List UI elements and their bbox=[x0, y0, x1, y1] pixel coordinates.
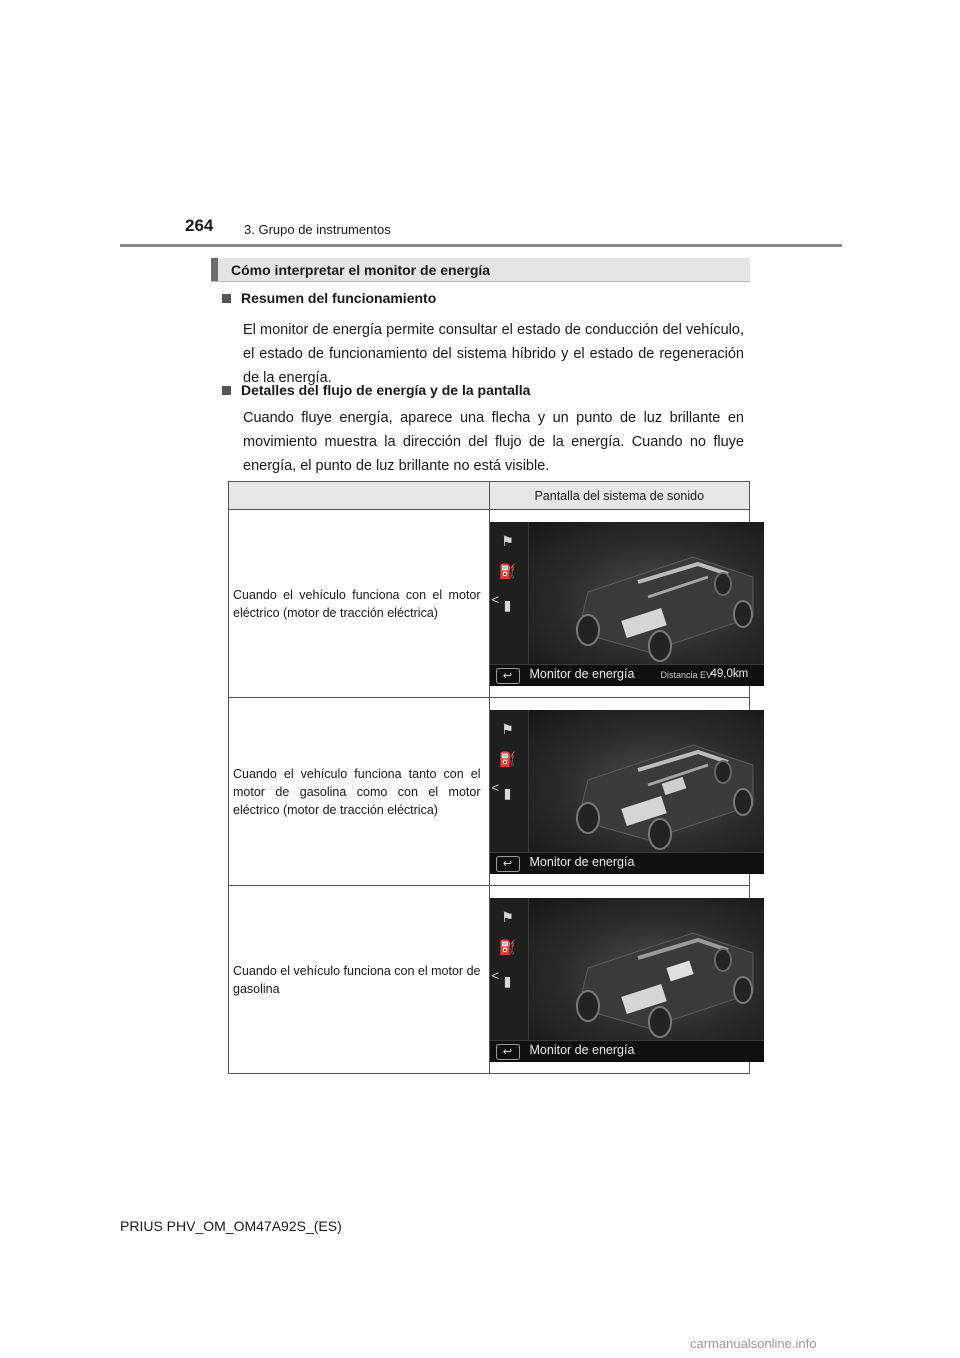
flag-icon[interactable]: ⚑ bbox=[501, 908, 514, 925]
battery-icon[interactable]: ▮ bbox=[503, 596, 512, 613]
screen-side-menu bbox=[490, 898, 529, 1040]
energy-monitor-screen bbox=[490, 710, 764, 874]
car-chassis-illustration bbox=[528, 710, 764, 852]
battery-icon[interactable]: ▮ bbox=[503, 784, 512, 801]
fuel-pump-icon[interactable]: ⛽ bbox=[498, 938, 517, 955]
energy-monitor-screen bbox=[490, 522, 764, 686]
chevron-left-icon[interactable]: < bbox=[491, 779, 500, 795]
energy-monitor-screen bbox=[490, 898, 764, 1062]
section-heading-bar bbox=[211, 258, 750, 282]
document-footer-id: PRIUS PHV_OM_OM47A92S_(ES) bbox=[120, 1218, 342, 1234]
section-accent bbox=[211, 258, 218, 282]
bullet-heading-text: Resumen del funcionamiento bbox=[241, 290, 437, 306]
square-bullet-icon bbox=[222, 386, 231, 395]
table-header-row bbox=[229, 482, 750, 510]
screen-title: Monitor de energía bbox=[529, 1042, 635, 1057]
square-bullet-icon bbox=[222, 294, 231, 303]
watermark: carmanualsonline.info bbox=[690, 1336, 817, 1351]
screen-side-menu bbox=[490, 710, 529, 852]
screenshot-cell bbox=[489, 698, 750, 886]
table-header-empty bbox=[229, 482, 490, 510]
back-arrow-icon[interactable]: ↩ bbox=[496, 856, 520, 872]
fuel-pump-icon[interactable]: ⛽ bbox=[498, 750, 517, 767]
battery-icon[interactable]: ▮ bbox=[503, 972, 512, 989]
energy-monitor-table bbox=[228, 481, 750, 1074]
row-description: Cuando el vehículo funciona con el motor eléctrico (motor de tracción eléctrica) bbox=[229, 510, 490, 698]
screen-bottom-bar bbox=[490, 664, 764, 686]
screen-bottom-bar bbox=[490, 852, 764, 874]
back-arrow-icon[interactable]: ↩ bbox=[496, 668, 520, 684]
screen-side-menu bbox=[490, 522, 529, 664]
table-row bbox=[229, 886, 750, 1074]
bullet-heading-summary bbox=[222, 290, 436, 306]
table-header-screen: Pantalla del sistema de sonido bbox=[489, 482, 750, 510]
ev-distance-label: Distancia EV bbox=[660, 669, 713, 680]
row-description: Cuando el vehículo funciona con el motor de gasolina bbox=[229, 886, 490, 1074]
car-chassis-illustration bbox=[528, 898, 764, 1040]
ev-distance-value: 49,0km bbox=[710, 667, 749, 680]
table-row bbox=[229, 510, 750, 698]
screenshot-cell bbox=[489, 886, 750, 1074]
screen-title: Monitor de energía bbox=[529, 854, 635, 869]
paragraph-details: Cuando fluye energía, aparece una flecha y un punto de luz brillante en movimiento muestra la dirección del flujo de la energía. Cuando no fluye energía, el punto de luz brillante no está visible. bbox=[243, 410, 744, 474]
car-chassis-illustration bbox=[528, 522, 764, 664]
flag-icon[interactable]: ⚑ bbox=[501, 532, 514, 549]
section-heading: Cómo interpretar el monitor de energía bbox=[231, 262, 491, 278]
chevron-left-icon[interactable]: < bbox=[491, 591, 500, 607]
screen-title: Monitor de energía bbox=[529, 666, 635, 681]
bullet-heading-details bbox=[222, 382, 530, 398]
back-arrow-icon[interactable]: ↩ bbox=[496, 1044, 520, 1060]
section-underline bbox=[211, 281, 750, 282]
header-divider bbox=[120, 244, 842, 247]
bullet-heading-text: Detalles del flujo de energía y de la pantalla bbox=[241, 382, 531, 398]
fuel-pump-icon[interactable]: ⛽ bbox=[498, 562, 517, 579]
screen-bottom-bar bbox=[490, 1040, 764, 1062]
chevron-left-icon[interactable]: < bbox=[491, 967, 500, 983]
flag-icon[interactable]: ⚑ bbox=[501, 720, 514, 737]
page-number: 264 bbox=[185, 216, 214, 235]
row-description: Cuando el vehículo funciona tanto con el motor de gasolina como con el motor eléctrico (motor de tracción eléctrica) bbox=[229, 698, 490, 886]
screenshot-cell bbox=[489, 510, 750, 698]
table-row bbox=[229, 698, 750, 886]
chapter-title: 3. Grupo de instrumentos bbox=[244, 222, 391, 237]
paragraph-summary: El monitor de energía permite consultar el estado de conducción del vehículo, el estado de funcionamiento del sistema híbrido y el estado de regeneración de la energía. bbox=[243, 322, 744, 386]
